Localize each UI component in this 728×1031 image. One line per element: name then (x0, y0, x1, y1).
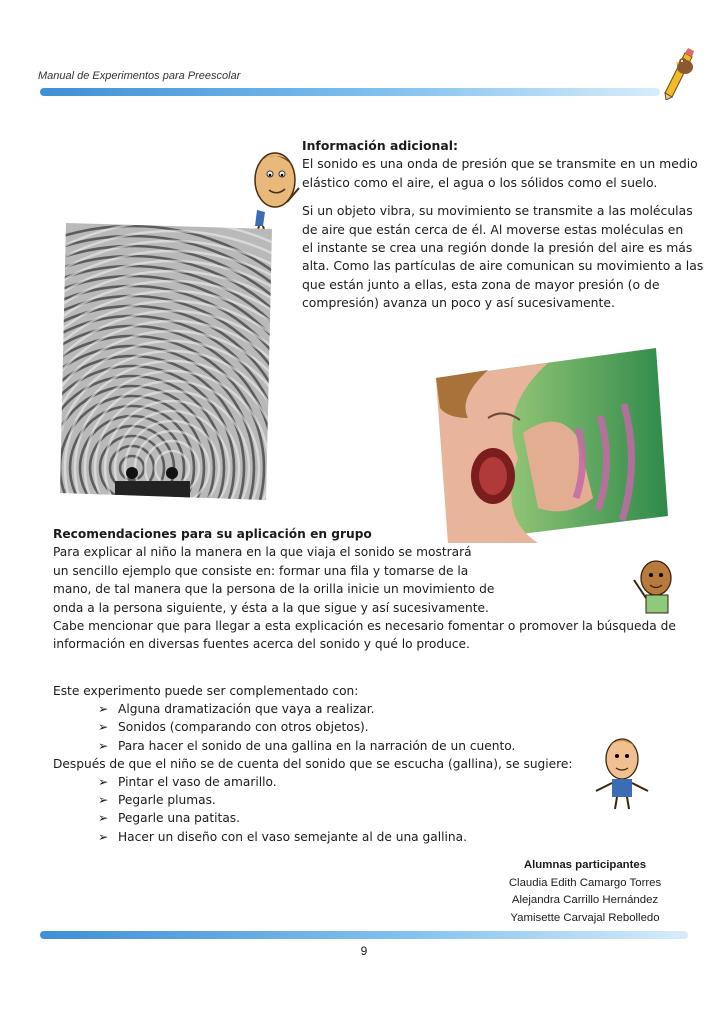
arrow-bullet-icon: ➢ (98, 793, 109, 808)
complement-section (53, 682, 653, 846)
header-bar (40, 88, 660, 96)
running-header: Manual de Experimentos para Preescolar (38, 70, 241, 82)
list-item: ➢ Sonidos (comparando con otros objetos). (53, 718, 653, 736)
recommendations-heading: Recomendaciones para su aplicación en grupo (53, 527, 372, 541)
boy-arms-out-illustration (592, 735, 652, 810)
info-line: compresión) avanza un poco y así sucesivamente. (302, 295, 615, 311)
complement-intro: Este experimento puede ser complementado con: (53, 684, 359, 698)
list-item: ➢ Pegarle plumas. (53, 791, 653, 809)
author-name: Alejandra Carrillo Hernández (511, 894, 659, 906)
recommendations-line: Cabe mencionar que para llegar a esta explicación es necesario fomentar o promover la búsqueda de (53, 619, 676, 634)
info-line: el instante se crea una región donde la presión del aire es más (302, 240, 693, 256)
arrow-bullet-icon: ➢ (98, 829, 109, 844)
arrow-bullet-icon: ➢ (98, 775, 109, 790)
woman-shouting-photo (428, 348, 668, 543)
list-item: ➢ Pegarle una patitas. (53, 809, 653, 827)
info-heading: Información adicional: (302, 138, 458, 153)
info-line: de aire que están cerca de él. Al moverse estas moléculas en (302, 221, 684, 237)
list-item: ➢ Para hacer el sonido de una gallina en la narración de un cuento. (53, 737, 653, 755)
pencil-bird-illustration (655, 45, 700, 100)
authors-block (495, 857, 675, 927)
info-line: alta. Como las partículas de aire comunican su movimiento a las (302, 258, 704, 274)
recommendations-line: onda a la persona siguiente, y ésta a la que sigue y así sucesivamente. (53, 600, 489, 615)
arrow-bullet-icon: ➢ (98, 738, 109, 753)
info-line: Si un objeto vibra, su movimiento se transmite a las moléculas (302, 203, 693, 219)
info-line: El sonido es una onda de presión que se transmite en un medio (302, 156, 698, 172)
info-line: elástico como el aire, el agua o los sólidos como el suelo. (302, 174, 658, 190)
arrow-bullet-icon: ➢ (98, 811, 109, 826)
list-item: ➢ Pintar el vaso de amarillo. (53, 773, 653, 791)
recommendations-line: Para explicar al niño la manera en la que viaja el sonido se mostrará (53, 545, 472, 560)
recommendations-line: información en diversas fuentes acerca del sonido y qué lo produce. (53, 637, 470, 652)
author-name: Claudia Edith Camargo Torres (508, 876, 662, 889)
list-item: ➢ Hacer un diseño con el vaso semejante al de una gallina. (53, 828, 653, 846)
arrow-bullet-icon: ➢ (98, 720, 109, 735)
authors-heading: Alumnas participantes (523, 859, 647, 871)
additional-info (302, 137, 707, 323)
arrow-bullet-icon: ➢ (98, 702, 109, 717)
footer-bar (40, 931, 688, 939)
boy-waving-illustration (628, 558, 680, 620)
recommendations-line: un sencillo ejemplo que consiste en: formar una fila y tomarse de la (53, 563, 469, 578)
author-name: Yamisette Carvajal Rebolledo (510, 911, 660, 924)
suggestion-intro: Después de que el niño se de cuenta del sonido que se escucha (gallina), se sugiere: (53, 756, 573, 771)
recommendations-section (53, 525, 693, 654)
info-line: que están junto a ellas, esta zona de mayor presión (o de (302, 276, 660, 292)
recommendations-line: mano, de tal manera que la persona de la orilla inicie un movimiento de (53, 582, 495, 597)
page-number: 9 (360, 944, 368, 958)
wave-interference-photo (60, 223, 272, 500)
list-item: ➢ Alguna dramatización que vaya a realizar. (53, 700, 653, 718)
